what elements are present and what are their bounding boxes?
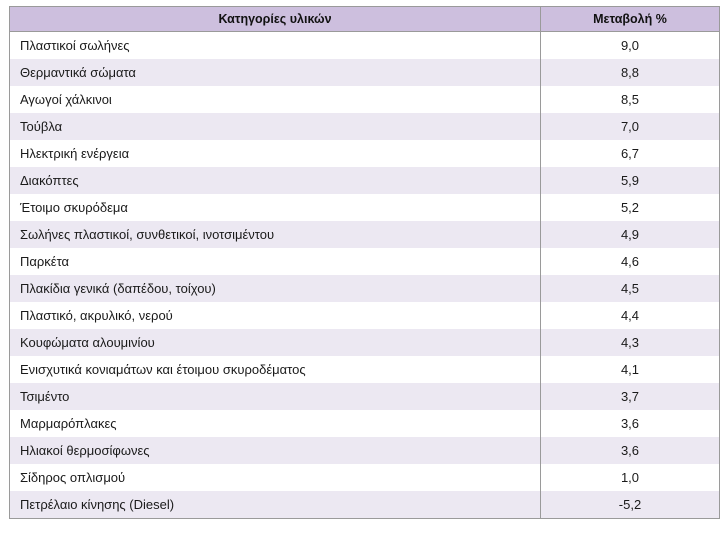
category-cell: Τσιμέντο — [10, 383, 541, 410]
category-cell: Αγωγοί χάλκινοι — [10, 86, 541, 113]
change-cell: 3,6 — [541, 437, 720, 464]
change-cell: 6,7 — [541, 140, 720, 167]
category-cell: Τούβλα — [10, 113, 541, 140]
table-row — [10, 32, 720, 60]
change-cell: 4,4 — [541, 302, 720, 329]
table-row — [10, 329, 720, 356]
category-cell: Ηλιακοί θερμοσίφωνες — [10, 437, 541, 464]
change-cell: 7,0 — [541, 113, 720, 140]
table-row — [10, 86, 720, 113]
category-cell: Κουφώματα αλουμινίου — [10, 329, 541, 356]
category-cell: Σίδηρος οπλισμού — [10, 464, 541, 491]
table-row — [10, 491, 720, 519]
table-row — [10, 194, 720, 221]
table-row — [10, 437, 720, 464]
category-cell: Πλαστικό, ακρυλικό, νερού — [10, 302, 541, 329]
table-row — [10, 383, 720, 410]
change-cell: 8,8 — [541, 59, 720, 86]
change-cell: 3,7 — [541, 383, 720, 410]
table-row — [10, 113, 720, 140]
category-cell: Μαρμαρόπλακες — [10, 410, 541, 437]
table-header-row — [10, 7, 720, 32]
change-cell: 4,5 — [541, 275, 720, 302]
table-row — [10, 356, 720, 383]
table-row — [10, 140, 720, 167]
table-row — [10, 302, 720, 329]
change-cell: 3,6 — [541, 410, 720, 437]
table-row — [10, 410, 720, 437]
table-row — [10, 275, 720, 302]
table-row — [10, 221, 720, 248]
table-row — [10, 59, 720, 86]
category-cell: Διακόπτες — [10, 167, 541, 194]
change-cell: 4,6 — [541, 248, 720, 275]
materials-price-change-table — [9, 6, 720, 519]
change-cell: 4,9 — [541, 221, 720, 248]
change-cell: -5,2 — [541, 491, 720, 519]
table-row — [10, 167, 720, 194]
category-cell: Πετρέλαιο κίνησης (Diesel) — [10, 491, 541, 519]
change-cell: 5,2 — [541, 194, 720, 221]
category-cell: Σωλήνες πλαστικοί, συνθετικοί, ινοτσιμέντου — [10, 221, 541, 248]
header-category: Κατηγορίες υλικών — [10, 7, 541, 32]
header-change-percent: Μεταβολή % — [541, 7, 720, 32]
table-row — [10, 248, 720, 275]
change-cell: 4,1 — [541, 356, 720, 383]
category-cell: Ηλεκτρική ενέργεια — [10, 140, 541, 167]
category-cell: Έτοιμο σκυρόδεμα — [10, 194, 541, 221]
change-cell: 9,0 — [541, 32, 720, 60]
change-cell: 4,3 — [541, 329, 720, 356]
category-cell: Ενισχυτικά κονιαμάτων και έτοιμου σκυροδέματος — [10, 356, 541, 383]
change-cell: 8,5 — [541, 86, 720, 113]
category-cell: Παρκέτα — [10, 248, 541, 275]
category-cell: Πλαστικοί σωλήνες — [10, 32, 541, 60]
table-row — [10, 464, 720, 491]
change-cell: 1,0 — [541, 464, 720, 491]
change-cell: 5,9 — [541, 167, 720, 194]
category-cell: Πλακίδια γενικά (δαπέδου, τοίχου) — [10, 275, 541, 302]
category-cell: Θερμαντικά σώματα — [10, 59, 541, 86]
